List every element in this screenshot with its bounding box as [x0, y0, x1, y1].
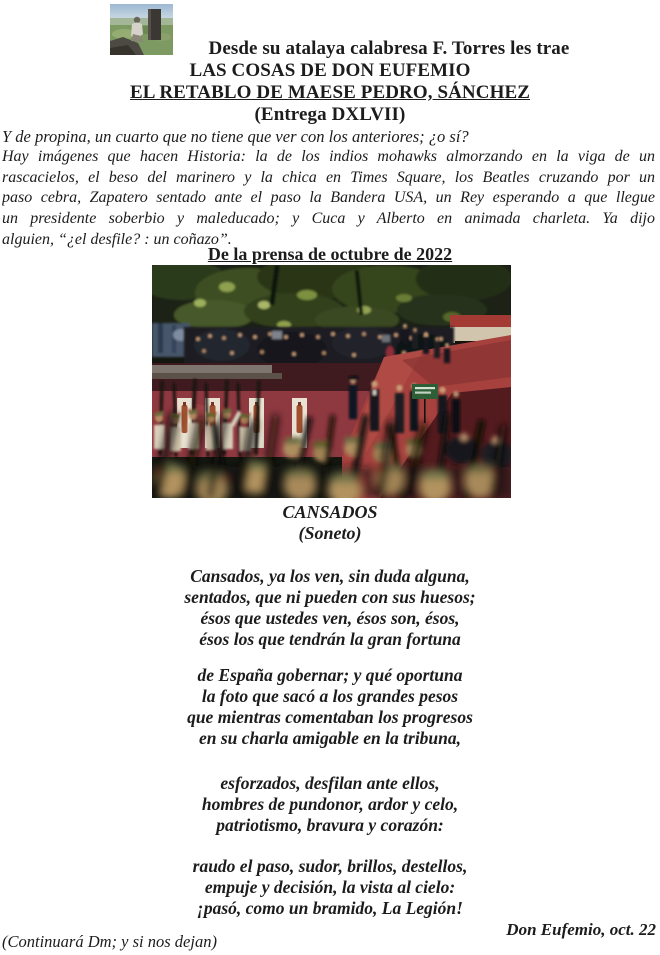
header-line-main-title: EL RETABLO DE MAESE PEDRO, SÁNCHEZ — [129, 82, 530, 103]
parade-photo-illustration — [152, 265, 511, 498]
poem-stanza-4 — [0, 856, 660, 919]
poem-line: de España gobernar; y qué oportuna — [197, 665, 463, 685]
intro-paragraph-line: paso cebra, Zapatero sentado ante el paso la Bandera USA, un Rey esperando a que llegue — [2, 189, 655, 207]
poem-line: empuje y decisión, la vista al cielo: — [204, 877, 456, 897]
header-line-series-title: LAS COSAS DE DON EUFEMIO — [189, 60, 471, 81]
intro-paragraph — [2, 147, 655, 250]
poem-line: la foto que sacó a los grandes pesos — [201, 686, 459, 706]
intro-paragraph-line: rascacielos, el beso del marinero y la chica en Times Square, los Beatles cruzando por un — [2, 168, 655, 186]
poem-line: ésos que ustedes ven, ésos son, ésos, — [200, 608, 460, 628]
header-line-byline: Desde su atalaya calabresa F. Torres les trae — [208, 38, 570, 59]
intro-paragraph-line: un presidente soberbio y maleducado; y Cuca y Alberto en animada charleta. Ya dijo — [2, 210, 655, 228]
poem-line: Cansados, ya los ven, sin duda alguna, — [190, 566, 470, 586]
poem-line: en su charla amigable en la tribuna, — [198, 728, 462, 748]
poem-line: esforzados, desfilan ante ellos, — [220, 773, 440, 793]
intro-paragraph-line: alguien, “¿el desfile? : un coñazo”. — [2, 230, 232, 248]
poem-line: hombres de pundonor, ardor y celo, — [201, 794, 459, 814]
parade-photo — [152, 265, 511, 498]
intro-opening-line: Y de propina, un cuarto que no tiene que ver con los anteriores; ¿o sí? — [2, 127, 469, 146]
poem-line: sentados, que ni pueden con sus huesos; — [184, 587, 476, 607]
poem-subtitle: (Soneto) — [298, 523, 362, 543]
author-signature: Don Eufemio, oct. 22 — [506, 920, 656, 939]
poem-line: ¡pasó, como un bramido, La Legión! — [197, 898, 463, 918]
poem-stanza-3 — [0, 773, 660, 836]
press-section-title: De la prensa de octubre de 2022 — [207, 244, 453, 264]
poem-stanza-1 — [0, 566, 660, 650]
poem-line: patriotismo, bravura y corazón: — [216, 815, 444, 835]
header-line-issue-number: (Entrega DXLVII) — [254, 104, 406, 125]
poem-line: raudo el paso, sudor, brillos, destellos, — [192, 856, 468, 876]
poem-stanza-2 — [0, 665, 660, 749]
poem-line: que mientras comentaban los progresos — [187, 707, 473, 727]
poem-line: ésos los que tendrán la gran fortuna — [199, 629, 461, 649]
poem-title: CANSADOS — [282, 502, 378, 522]
intro-paragraph-line: Hay imágenes que hacen Historia: la de los indios mohawks almorzando en la viga de un — [2, 148, 655, 165]
continuation-note: (Continuará Dm; y si nos dejan) — [2, 932, 217, 951]
